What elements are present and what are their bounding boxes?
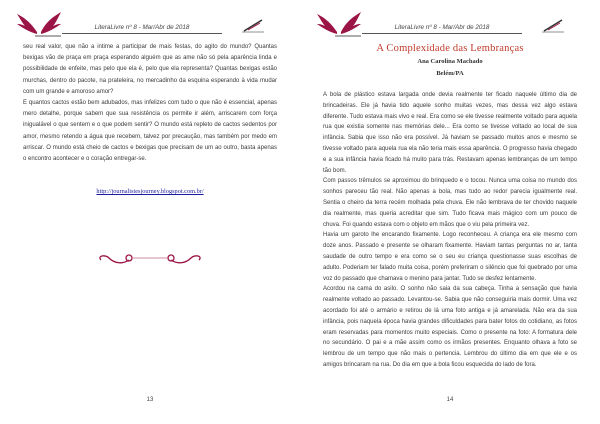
quill-pen-icon bbox=[240, 17, 266, 35]
article-body bbox=[323, 90, 577, 371]
paragraph: Havia um garoto lhe encarando fixamente. Logo reconheceu. A criança era ele mesmo com doze anos. Passado e presente se olharam fixamente. Haviam tantas perguntas no ar, tanta saudade de outro tempo e era como se o seu eu criança questionasse suas escolhas de adulto. Poderiam ter falado muita coisa, porém preferiram o silêncio que foi quebrado por uma voz do passado que chamava o menino para jantar. Tudo se desfez lentamente. bbox=[323, 232, 577, 282]
wings-logo-icon bbox=[15, 10, 63, 38]
paragraph: Com passos trêmulos se aproximou do brinquedo e o tocou. Nunca uma coisa no mundo dos sonhos pareceu tão real. Não apenas a bola, mas tudo ao redor parecia igualmente real. Sentia o cheiro da terra recém molhada pela chuva. Ele não lembrava de ter chovido naquele dia realmente, mas queria acreditar que sim. Tudo ficava mais mágico com um pouco de chuva. Foi quando estava com o objeto em mãos que o viu pela primeira vez. bbox=[323, 178, 577, 228]
decorative-flourish-icon bbox=[95, 252, 205, 268]
blog-link[interactable]: http://journalistesjourney.blogspot.com.br/ bbox=[96, 188, 204, 196]
page-header bbox=[0, 0, 300, 40]
paragraph: seu real valor, que não a intime a participar de mais festas, do agito do mundo? Quantas bexigas vão de praça em praça esperando alguém que as ame não só pela aparência linda e possibilidade de enfeite, mas pelo que ela é, pelo que ela representa? Quantas bexigas estão murchas, dentro do pacote, na prateleira, no mercadinho da esquina esperando à vida mudar com um grande e amoroso amor? bbox=[23, 44, 277, 95]
paragraph: E quantos cactos estão bem adubados, mas infelizes com tudo o que não é essencial, apenas mero detalhe, porque sabem que sua resistência os permite ir além, arriscarem com força inigualável o que sentem e o que podem sentir? O mundo está repleto de cactos sedentos por amor, mesmo retendo a água que recebem, talvez por precaução, mas também por medo em arriscar. O mundo está cheio de cactos e bexigas que precisam de um ao outro, basta apenas o encontro acontecer e o coração entregar-se. bbox=[23, 100, 277, 163]
page-header bbox=[300, 0, 600, 40]
article-location: Belém/PA bbox=[436, 70, 464, 77]
right-page bbox=[300, 0, 600, 424]
page-number: 14 bbox=[446, 397, 454, 403]
header-title: LiteraLivre nº 8 - Mar/Abr de 2018 bbox=[62, 24, 222, 34]
header-title: LiteraLivre nº 8 - Mar/Abr de 2018 bbox=[362, 24, 522, 34]
wings-logo-icon bbox=[315, 10, 363, 38]
article-author: Ana Carolina Machado bbox=[417, 58, 483, 65]
paragraph: A bola de plástico estava largada onde devia realmente ter ficado naquele último dia de brincadeiras. Ele já havia tido aquele sonho muitas vezes, mas dessa vez algo estava diferente. Tudo estava mais vivo e real. Era como se ele tivesse realmente voltado para aquela rua que existia somente nas memórias dele... Era como se tivesse voltado ao local de sua infância. Sabia que isso não era possível. Já haviam se passado muitos anos e mesmo se tivesse voltado para aquela rua ela não teria mais essa aparência. O progresso havia chegado e a sua infância havia ficado há muito para trás. Restavam apenas lembranças de um tempo tão bom. bbox=[323, 92, 577, 174]
article-body bbox=[23, 42, 277, 165]
paragraph: Acordou na cama do asilo. O sonho não saia da sua cabeça. Tinha a sensação que havia realmente voltado ao passado. Levantou-se. Sabia que não conseguiria mais dormir. Uma vez acordado foi até o armário e retirou de lá uma foto antiga e já amarelada. Não era da sua infância, pois naquela época havia grandes dificuldades para bater fotos do cotidiano, as fotos eram reservadas para momentos muito especiais. Como o presente na foto: A formatura dele no secundário. O pai e a mãe assim como os irmãos presentes. Enquanto olhava a foto se lembrou de um tempo que não mais o pertencia. Lembrou do último dia em que ele e os amigos brincaram na rua. Do dia em que a bola ficou esquecida do lado de fora. bbox=[323, 286, 577, 368]
page-number: 13 bbox=[146, 397, 154, 403]
article-title: A Complexidade das Lembranças bbox=[376, 43, 524, 54]
quill-pen-icon bbox=[540, 17, 566, 35]
